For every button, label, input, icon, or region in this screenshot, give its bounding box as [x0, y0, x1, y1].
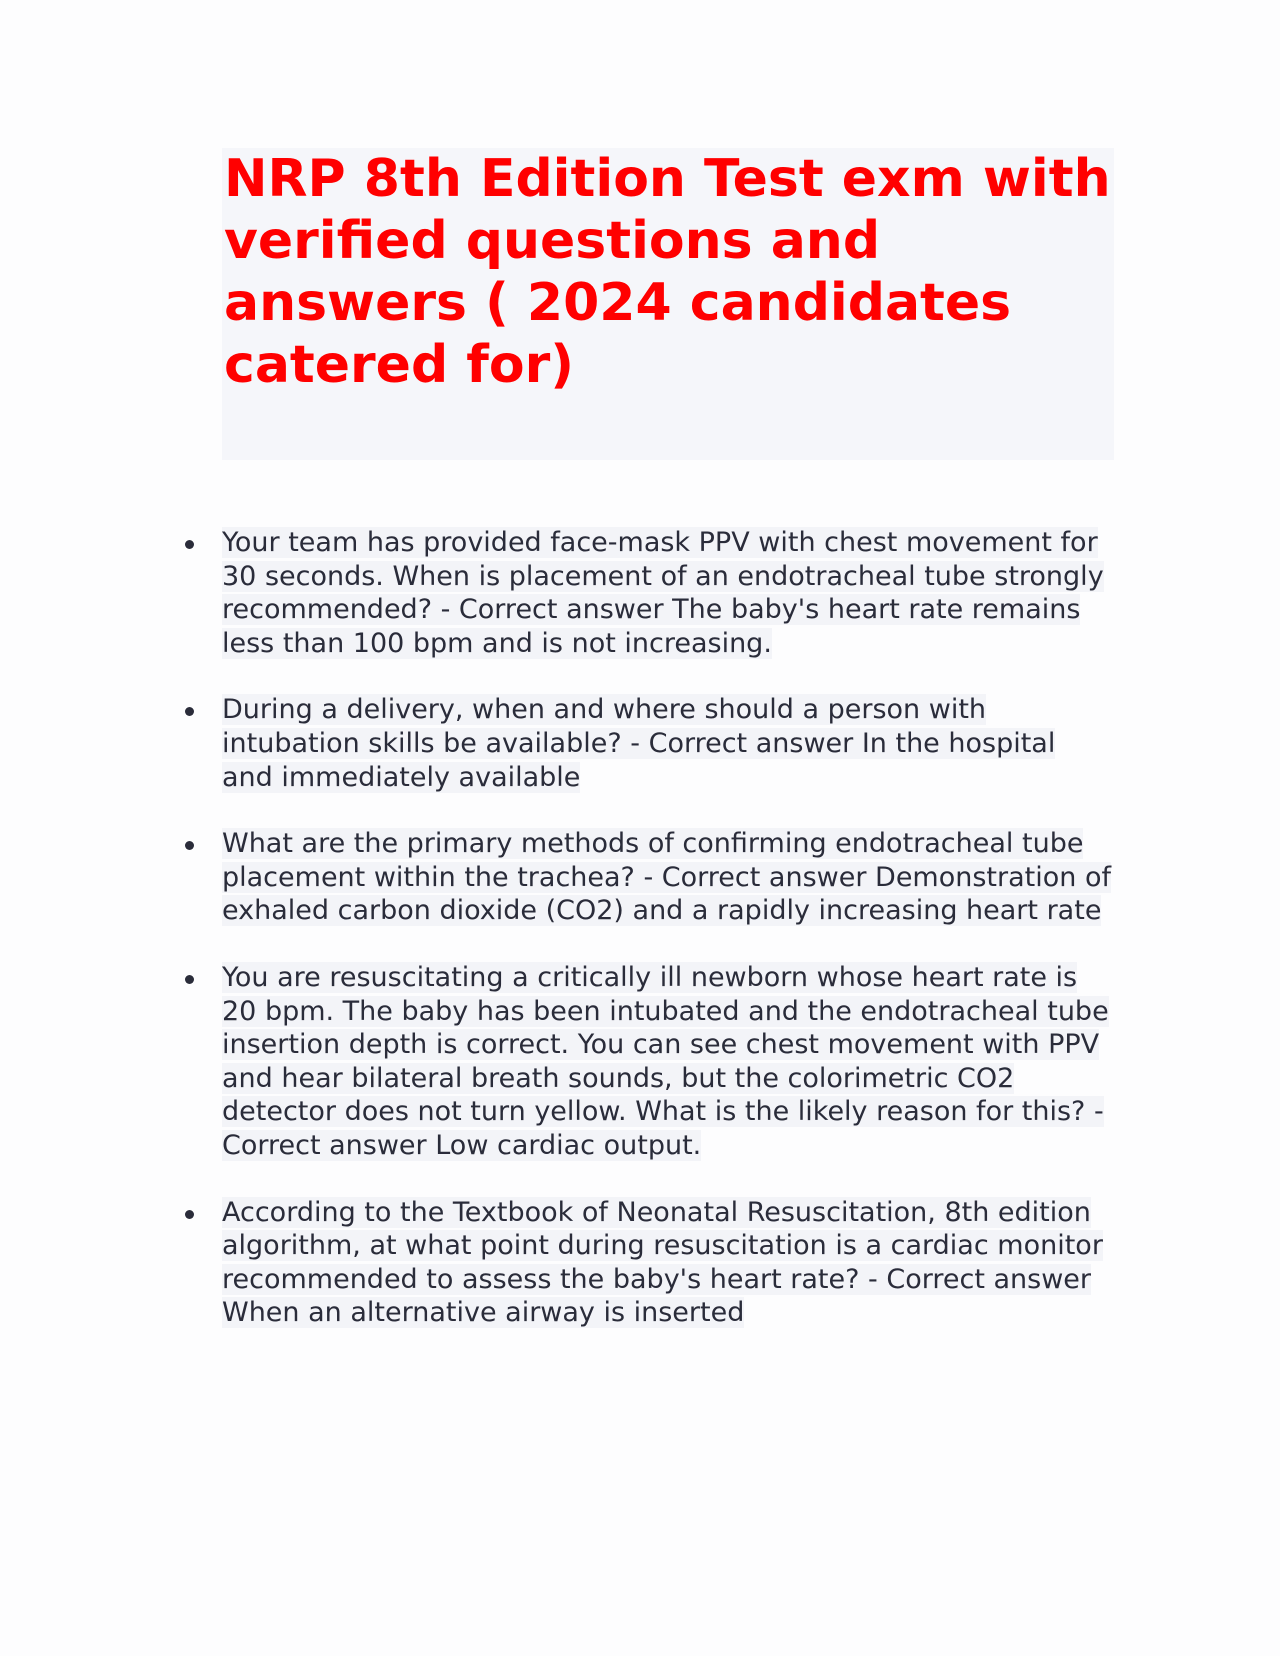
- qa-text: According to the Textbook of Neonatal Resuscitation, 8th edition algorithm, at what point during resuscitation is a cardiac monitor recommended to assess the baby's heart rate? - Correct answer When an alternative airway is inserted: [222, 1196, 1103, 1329]
- list-item: [0, 961, 1280, 1163]
- page-title: NRP 8th Edition Test exm with verified questions and answers ( 2024 candidates catered for): [224, 149, 1111, 395]
- qa-text: During a delivery, when and where should a person with intubation skills be available? - Correct answer In the hospital and immediately available: [222, 694, 1056, 793]
- bullet-icon: [185, 975, 194, 984]
- list-item: [0, 1196, 1280, 1330]
- qa-text: Your team has provided face-mask PPV with chest movement for 30 seconds. When is placement of an endotracheal tube strongly recommended? - Correct answer The baby's heart rate remains less than 100 bpm and is not increasing.: [222, 527, 1104, 659]
- qa-list: [0, 526, 1280, 1363]
- qa-text: What are the primary methods of confirming endotracheal tube placement within the trachea? - Correct answer Demonstration of exhaled carbon dioxide (CO2) and a rapidly increasing heart rate: [222, 828, 1111, 927]
- title-block: [222, 148, 1114, 460]
- bullet-icon: [185, 841, 194, 850]
- bullet-icon: [185, 540, 194, 549]
- list-item: [0, 526, 1280, 660]
- bullet-icon: [185, 1210, 194, 1219]
- list-item: [0, 693, 1280, 794]
- bullet-icon: [185, 707, 194, 716]
- list-item: [0, 827, 1280, 928]
- qa-text: You are resuscitating a critically ill newborn whose heart rate is 20 bpm. The baby has been intubated and the endotracheal tube insertion depth is correct. You can see chest movement with PPV and hear bilateral breath sounds, but the colorimetric CO2 detector does not turn yellow. What is the likely reason for this? - Correct answer Low cardiac output.: [222, 961, 1109, 1161]
